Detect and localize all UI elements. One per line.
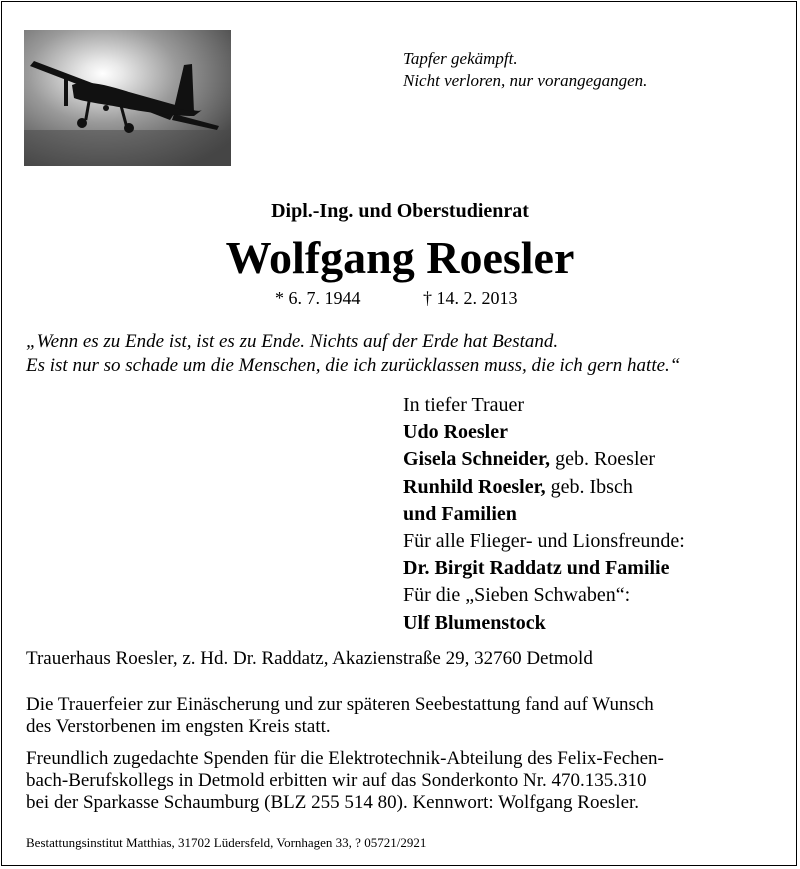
airplane-photo [24, 30, 231, 166]
ceremony-line-1: Die Trauerfeier zur Einäscherung und zur späteren Seebestattung fand auf Wunsch [26, 694, 654, 715]
motto [403, 48, 647, 92]
mourners-list [403, 392, 685, 637]
donation-line-1: Freundlich zugedachte Spenden für die Elektrotechnik-Abteilung des Felix-Fechen- [26, 748, 664, 769]
mourner-3-maiden: geb. Ibsch [545, 475, 633, 498]
mourner-3-name: Runhild Roesler, [403, 475, 546, 498]
mourners-intro: In tiefer Trauer [403, 394, 525, 416]
mourner-families: und Familien [403, 502, 517, 525]
quote-line-1: „Wenn es zu Ende ist, ist es zu Ende. Nichts auf der Erde hat Bestand. [26, 331, 559, 352]
mourning-house-address: Trauerhaus Roesler, z. Hd. Dr. Raddatz, Akazienstraße 29, 32760 Detmold [26, 648, 593, 669]
donation-line-3: bei der Sparkasse Schaumburg (BLZ 255 514 80). Kennwort: Wolfgang Roesler. [26, 792, 640, 813]
mourner-1-name: Udo Roesler [403, 421, 508, 444]
quote-line-2: Es ist nur so schade um die Menschen, die ich zurücklassen muss, die ich gern hatte.“ [26, 355, 681, 376]
donation-notice [26, 748, 664, 814]
swabians-intro: Für die „Sieben Schwaben“: [403, 584, 631, 607]
motto-line-1: Tapfer gekämpft. [403, 49, 518, 68]
death-date: † 14. 2. 2013 [423, 288, 518, 308]
ceremony-notice [26, 694, 654, 738]
mourner-2-name: Gisela Schneider, [403, 448, 551, 471]
motto-line-2: Nicht verloren, nur vorangegangen. [403, 71, 648, 90]
mourner-2-maiden: geb. Roesler [550, 448, 656, 471]
birth-date: * 6. 7. 1944 [275, 288, 361, 308]
airplane-silhouette-icon [24, 30, 231, 166]
quote [26, 330, 680, 378]
friends-intro: Für alle Flieger- und Lionsfreunde: [403, 530, 685, 553]
mourner-2 [403, 446, 685, 473]
donation-line-2: bach-Berufskollegs in Detmold erbitten wir auf das Sonderkonto Nr. 470.135.310 [26, 770, 647, 791]
swabians-name: Ulf Blumenstock [403, 611, 546, 634]
academic-title: Dipl.-Ing. und Oberstudienrat [271, 200, 529, 222]
deceased-name: Wolfgang Roesler [225, 232, 575, 283]
funeral-home-footer: Bestattungsinstitut Matthias, 31702 Lüdersfeld, Vornhagen 33, ? 05721/2921 [26, 835, 427, 850]
friends-name: Dr. Birgit Raddatz und Familie [403, 557, 670, 580]
mourner-3 [403, 474, 685, 501]
ceremony-line-2: des Verstorbenen im engsten Kreis statt. [26, 716, 331, 737]
mourner-1 [403, 419, 685, 446]
